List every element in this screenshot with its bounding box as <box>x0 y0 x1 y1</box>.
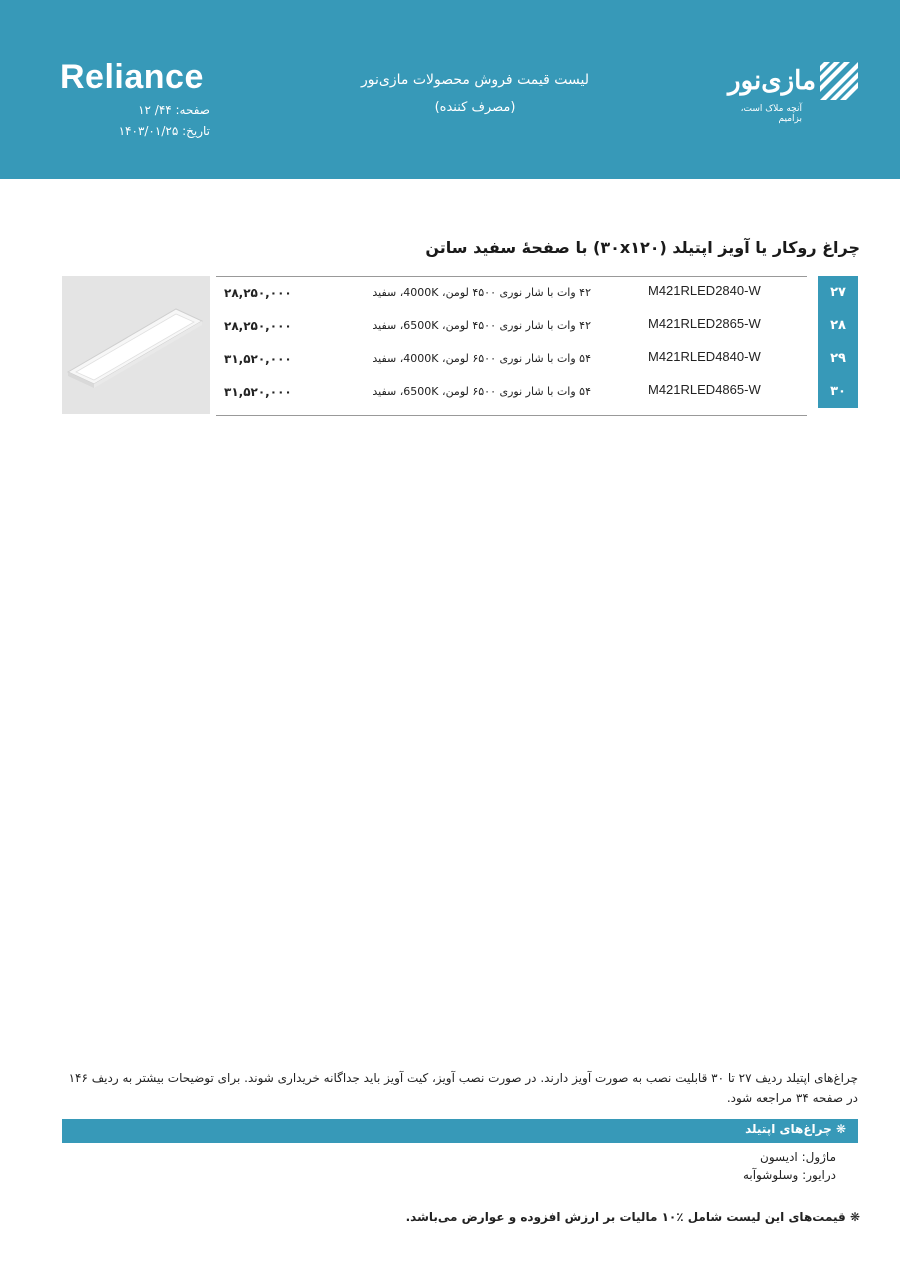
price-cell: ۲۸,۲۵۰,۰۰۰ <box>224 286 292 300</box>
logo-tagline: آنچه ملاک است، بزامیم <box>740 104 802 124</box>
section-title: چراغ روکار یا آویز اپتیلد (۳۰x۱۲۰) با صفحهٔ سفید ساتن <box>425 238 860 257</box>
description-cell: ۴۲ وات با شار نوری ۴۵۰۰ لومن، 4000K، سفید <box>372 286 591 299</box>
product-code-cell: M421RLED4840-W <box>648 349 761 364</box>
page-number: صفحه: ۴۴/ ۱۲ <box>138 103 210 117</box>
header-band <box>0 0 900 179</box>
product-table <box>216 276 807 416</box>
installation-note: چراغ‌های اپتیلد ردیف ۲۷ تا ۳۰ قابلیت نصب به صورت آویز دارند. در صورت نصب آویز، کیت آویز باید جداگانه خریداری شوند. برای توضیحات بیشتر به ردیف ۱۴۶ در صفحه ۳۴ مراجعه شود. <box>68 1071 858 1105</box>
logo-stripes-icon <box>820 62 858 100</box>
description-cell: ۴۲ وات با شار نوری ۴۵۰۰ لومن، 6500K، سفید <box>372 319 591 332</box>
page-meta <box>60 100 210 142</box>
company-logo <box>720 60 860 122</box>
price-cell: ۲۸,۲۵۰,۰۰۰ <box>224 319 292 333</box>
row-number-badge: ۲۷ <box>818 276 858 309</box>
date-label: تاریخ: ۱۴۰۳/۰۱/۲۵ <box>118 124 210 138</box>
product-code-cell: M421RLED4865-W <box>648 382 761 397</box>
product-code-cell: M421RLED2865-W <box>648 316 761 331</box>
table-row <box>216 343 807 376</box>
product-code-cell: M421RLED2840-W <box>648 283 761 298</box>
table-row <box>216 310 807 343</box>
description-cell: ۵۴ وات با شار نوری ۶۵۰۰ لومن، 6500K، سفید <box>372 385 591 398</box>
logo-wordmark: مازی‌نور <box>728 66 816 96</box>
description-cell: ۵۴ وات با شار نوری ۶۵۰۰ لومن، 4000K، سفید <box>372 352 591 365</box>
spec-driver: درایور: وسلوشوآبه <box>742 1168 836 1182</box>
table-row <box>216 376 807 409</box>
spec-band <box>62 1119 858 1143</box>
spec-list <box>536 1148 836 1184</box>
row-number-badge: ۳۰ <box>818 375 858 408</box>
subtitle-line: (مصرف کننده) <box>434 100 516 115</box>
price-cell: ۳۱,۵۲۰,۰۰۰ <box>224 352 292 366</box>
spec-module: ماژول: ادیسون <box>760 1150 836 1164</box>
product-image <box>62 276 210 414</box>
brand-name: Reliance <box>60 58 204 96</box>
price-cell: ۳۱,۵۲۰,۰۰۰ <box>224 385 292 399</box>
spec-band-label: ❋ چراغ‌های اپتیلد <box>745 1122 846 1136</box>
title-line: لیست قیمت فروش محصولات مازی‌نور <box>361 72 589 88</box>
panel-light-icon <box>62 276 210 414</box>
row-number-badge: ۲۸ <box>818 309 858 342</box>
tax-footnote: ❋ قیمت‌های این لیست شامل ٪۱۰ مالیات بر ارزش افزوده و عوارض می‌باشد. <box>405 1210 860 1224</box>
row-number-badge: ۲۹ <box>818 342 858 375</box>
document-title <box>300 70 650 118</box>
table-row <box>216 277 807 310</box>
